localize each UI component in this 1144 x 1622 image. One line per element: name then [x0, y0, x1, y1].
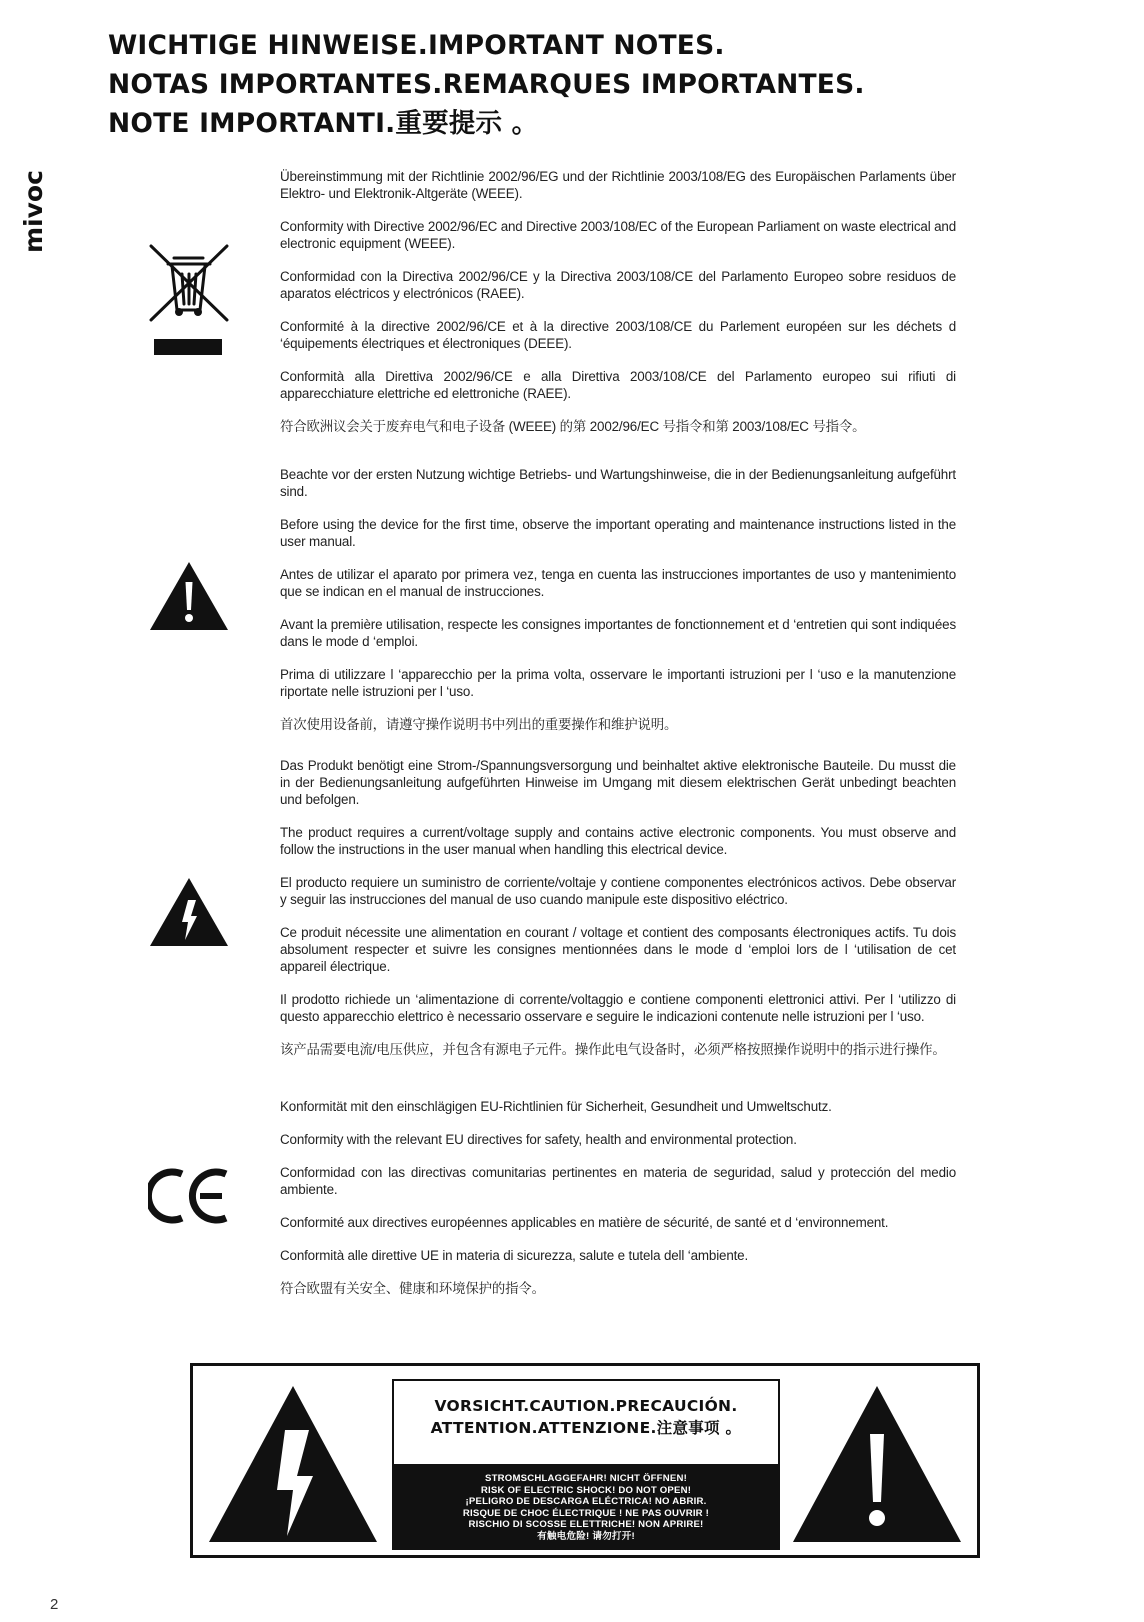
- caution-exclamation-warning-icon: [791, 1384, 963, 1546]
- brand-logo: [14, 165, 50, 255]
- ce-mark-icon: [148, 1166, 230, 1226]
- weee-paragraph-de: Übereinstimmung mit der Richtlinie 2002/96/EG und der Richtlinie 2003/108/EG des Europäischen Parlaments über Elektro- und Elektronik-Altgeräte (WEEE).: [280, 169, 956, 201]
- lightning-bolt-warning-icon: [207, 1384, 379, 1546]
- heading-line-1: WICHTIGE HINWEISE.IMPORTANT NOTES.: [108, 30, 725, 61]
- caution-warning-de: STROMSCHLAGGEFAHR! NICHT ÖFFNEN!: [485, 1473, 687, 1484]
- page-heading: [108, 26, 1008, 143]
- heading-line-3: NOTE IMPORTANTI.重要提示 。: [108, 108, 539, 139]
- crossed-out-wheelie-bin-icon: [148, 244, 230, 356]
- ce-paragraph-de: Konformität mit den einschlägigen EU-Richtlinien für Sicherheit, Gesundheit und Umweltschutz.: [280, 1099, 832, 1114]
- ce-paragraph-es: Conformidad con las directivas comunitarias pertinentes en materia de seguridad, salud y protección del medio ambiente.: [280, 1165, 956, 1197]
- exclamation-warning-icon: [148, 560, 230, 632]
- caution-box: [190, 1363, 980, 1558]
- page-number: 2: [50, 1596, 59, 1613]
- caution-warning-es: ¡PELIGRO DE DESCARGA ELÉCTRICA! NO ABRIR.: [465, 1496, 707, 1508]
- caution-warning-zh: 有触电危险! 请勿打开!: [537, 1530, 635, 1542]
- instructions-paragraph-it: Prima di utilizzare l ‘apparecchio per la prima volta, osservare le importanti istruzioni per l ‘uso e la manutenzione riportate nelle istruzioni per l ‘uso.: [280, 667, 956, 699]
- caution-title-line-1: VORSICHT.CAUTION.PRECAUCIÓN.: [434, 1397, 738, 1415]
- ce-paragraph-fr: Conformité aux directives européennes applicables en matière de sécurité, de santé et d ‘environnement.: [280, 1215, 889, 1230]
- instructions-section: [280, 466, 956, 749]
- brand-logo-text: mivoc: [19, 170, 48, 253]
- electrical-paragraph-it: Il prodotto richiede un ‘alimentazione di corrente/voltaggio e contiene componenti elettronici attivi. Per l ‘utilizzo di questo apparecchio elettrico è necessario osservare e seguire le indicazioni contenute nelle istruzioni per l ‘uso.: [280, 992, 956, 1024]
- electrical-paragraph-en: The product requires a current/voltage supply and contains active electronic components. You must observe and follow the instructions in the user manual when handling this electrical device.: [280, 825, 956, 857]
- caution-title: [392, 1379, 780, 1464]
- electrical-paragraph-es: El producto requiere un suministro de corriente/voltaje y contiene componentes electrónicos activos. Debe observar y seguir las instrucciones del manual de uso cuando manipule este dispositivo eléctrico.: [280, 875, 956, 907]
- instructions-paragraph-fr: Avant la première utilisation, respecte les consignes importantes de fonctionnement et d ‘entretien qui sont indiquées dans le mode d ‘emploi.: [280, 617, 956, 649]
- ce-paragraph-zh: 符合欧盟有关安全、健康和环境保护的指令。: [280, 1281, 545, 1296]
- caution-title-line-2: ATTENTION.ATTENZIONE.注意事项 。: [430, 1419, 742, 1437]
- weee-paragraph-zh: 符合欧洲议会关于废弃电气和电子设备 (WEEE) 的第 2002/96/EC 号指令和第 2003/108/EC 号指令。: [280, 419, 866, 434]
- instructions-paragraph-zh: 首次使用设备前，请遵守操作说明书中列出的重要操作和维护说明。: [280, 717, 678, 732]
- high-voltage-warning-icon: [148, 876, 230, 948]
- caution-warning-en: RISK OF ELECTRIC SHOCK! DO NOT OPEN!: [480, 1484, 692, 1496]
- electrical-section: [280, 757, 956, 1074]
- electrical-paragraph-zh: 该产品需要电流/电压供应，并包含有源电子元件。操作此电气设备时，必须严格按照操作说明中的指示进行操作。: [280, 1042, 946, 1057]
- weee-paragraph-fr: Conformité à la directive 2002/96/CE et à la directive 2003/108/CE du Parlement européen sur les déchets d ‘équipements électriques et électroniques (DEEE).: [280, 319, 956, 351]
- heading-line-2: NOTAS IMPORTANTES.REMARQUES IMPORTANTES.: [108, 69, 865, 100]
- ce-section: [280, 1098, 956, 1313]
- instructions-paragraph-en: Before using the device for the first time, observe the important operating and maintenance instructions listed in the user manual.: [280, 517, 956, 549]
- instructions-paragraph-es: Antes de utilizar el aparato por primera vez, tenga en cuenta las instrucciones importantes de uso y mantenimiento que se indican en el manual de instrucciones.: [280, 567, 956, 599]
- weee-paragraph-en: Conformity with Directive 2002/96/EC and Directive 2003/108/EC of the European Parliament on waste electrical and electronic equipment (WEEE).: [280, 219, 957, 251]
- electrical-paragraph-fr: Ce produit nécessite une alimentation en courant / voltage et contient des composants électroniques actifs. Tu dois absolument respecter et suivre les consignes mentionnées dans le mode d ‘emploi lors de l ‘utilisation de cet appareil électrique.: [280, 925, 956, 974]
- ce-paragraph-it: Conformità alle direttive UE in materia di sicurezza, salute e tutela dell ‘ambiente.: [280, 1248, 749, 1263]
- weee-section: [280, 168, 956, 451]
- instructions-paragraph-de: Beachte vor der ersten Nutzung wichtige Betriebs- und Wartungshinweise, die in der Bedienungsanleitung aufgeführt sind.: [280, 467, 956, 499]
- weee-paragraph-es: Conformidad con la Directiva 2002/96/CE y la Directiva 2003/108/CE del Parlamento Europeo sobre residuos de aparatos eléctricos y electrónicos (RAEE).: [280, 269, 956, 301]
- ce-paragraph-en: Conformity with the relevant EU directives for safety, health and environmental protection.: [280, 1132, 797, 1147]
- caution-warning-it: RISCHIO DI SCOSSE ELETTRICHE! NON APRIRE!: [468, 1519, 704, 1531]
- caution-warning-fr: RISQUE DE CHOC ÉLECTRIQUE ! NE PAS OUVRIR !: [462, 1507, 710, 1519]
- weee-paragraph-it: Conformità alla Direttiva 2002/96/CE e alla Direttiva 2003/108/CE del Parlamento europeo sui rifiuti di apparecchiature elettriche ed elettroniche (RAEE).: [280, 369, 956, 401]
- caution-warning-panel: [392, 1464, 780, 1550]
- electrical-paragraph-de: Das Produkt benötigt eine Strom-/Spannungsversorgung und beinhaltet aktive elektronische Bauteile. Du musst die in der Bedienungsanleitung aufgeführten Hinweise im Umgang mit diesem elektrischen Gerät unbedingt beachten und befolgen.: [280, 758, 956, 807]
